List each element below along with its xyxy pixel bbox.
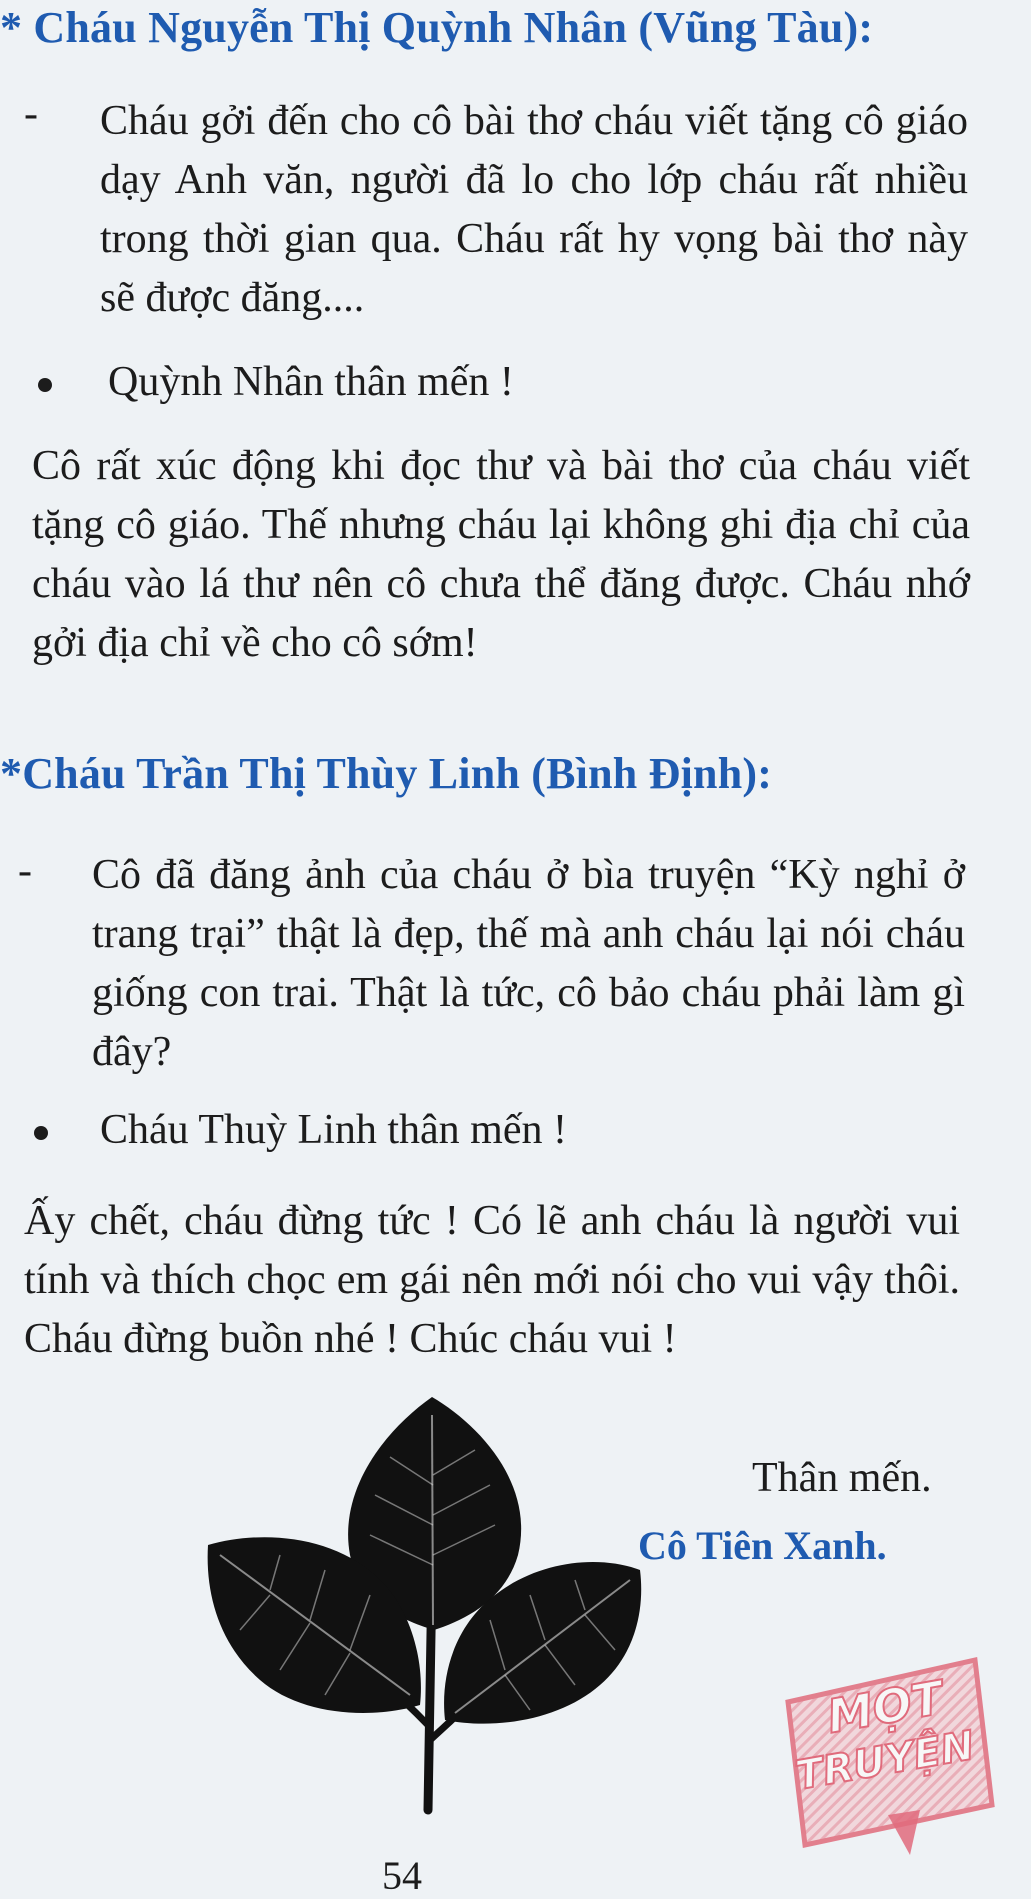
three-leaf-branch-icon	[200, 1395, 660, 1825]
section1-greeting: Quỳnh Nhân thân mến !	[108, 359, 514, 405]
watermark-line2: TRUYỆN	[792, 1722, 978, 1800]
watermark-line1: MỌT	[823, 1670, 947, 1744]
signature-name: Cô Tiên Xanh.	[638, 1523, 887, 1568]
section1-reply-text: Cô rất xúc động khi đọc thư và bài thơ của cháu viết tặng cô giáo. Thế nhưng cháu lại không ghi địa chỉ của cháu vào lá thư nên cô chưa thể đăng được. Cháu nhớ gởi địa chỉ về cho cô sớm!	[32, 443, 970, 666]
section2-greeting: Cháu Thuỳ Linh thân mến !	[100, 1107, 567, 1153]
bullet-icon	[34, 1126, 48, 1140]
section2-heading: *Cháu Trần Thị Thùy Linh (Bình Định):	[0, 749, 773, 798]
section1-letter-text: Cháu gởi đến cho cô bài thơ cháu viết tặng cô giáo dạy Anh văn, người đã lo cho lớp cháu rất nhiều trong thời gian qua. Cháu rất hy vọng bài thơ này sẽ được đăng....	[100, 98, 968, 321]
section1-dash-marker: -	[24, 91, 38, 137]
section2-letter-text: Cô đã đăng ảnh của cháu ở bìa truyện “Kỳ nghỉ ở trang trại” thật là đẹp, thế mà anh cháu lại nói cháu giống con trai. Thật là tức, cô bảo cháu phải làm gì đây?	[92, 852, 965, 1075]
signature-closing: Thân mến.	[752, 1455, 932, 1501]
section2-reply-text: Ấy chết, cháu đừng tức ! Có lẽ anh cháu là người vui tính và thích chọc em gái nên mới nói cho vui vậy thôi. Cháu đừng buồn nhé ! Chúc cháu vui !	[24, 1198, 960, 1362]
bullet-icon	[38, 378, 52, 392]
page-number: 54	[382, 1853, 422, 1898]
section2-dash-marker: -	[18, 848, 32, 894]
watermark-logo	[770, 1640, 1000, 1855]
section1-heading: * Cháu Nguyễn Thị Quỳnh Nhân (Vũng Tàu):	[0, 3, 874, 52]
